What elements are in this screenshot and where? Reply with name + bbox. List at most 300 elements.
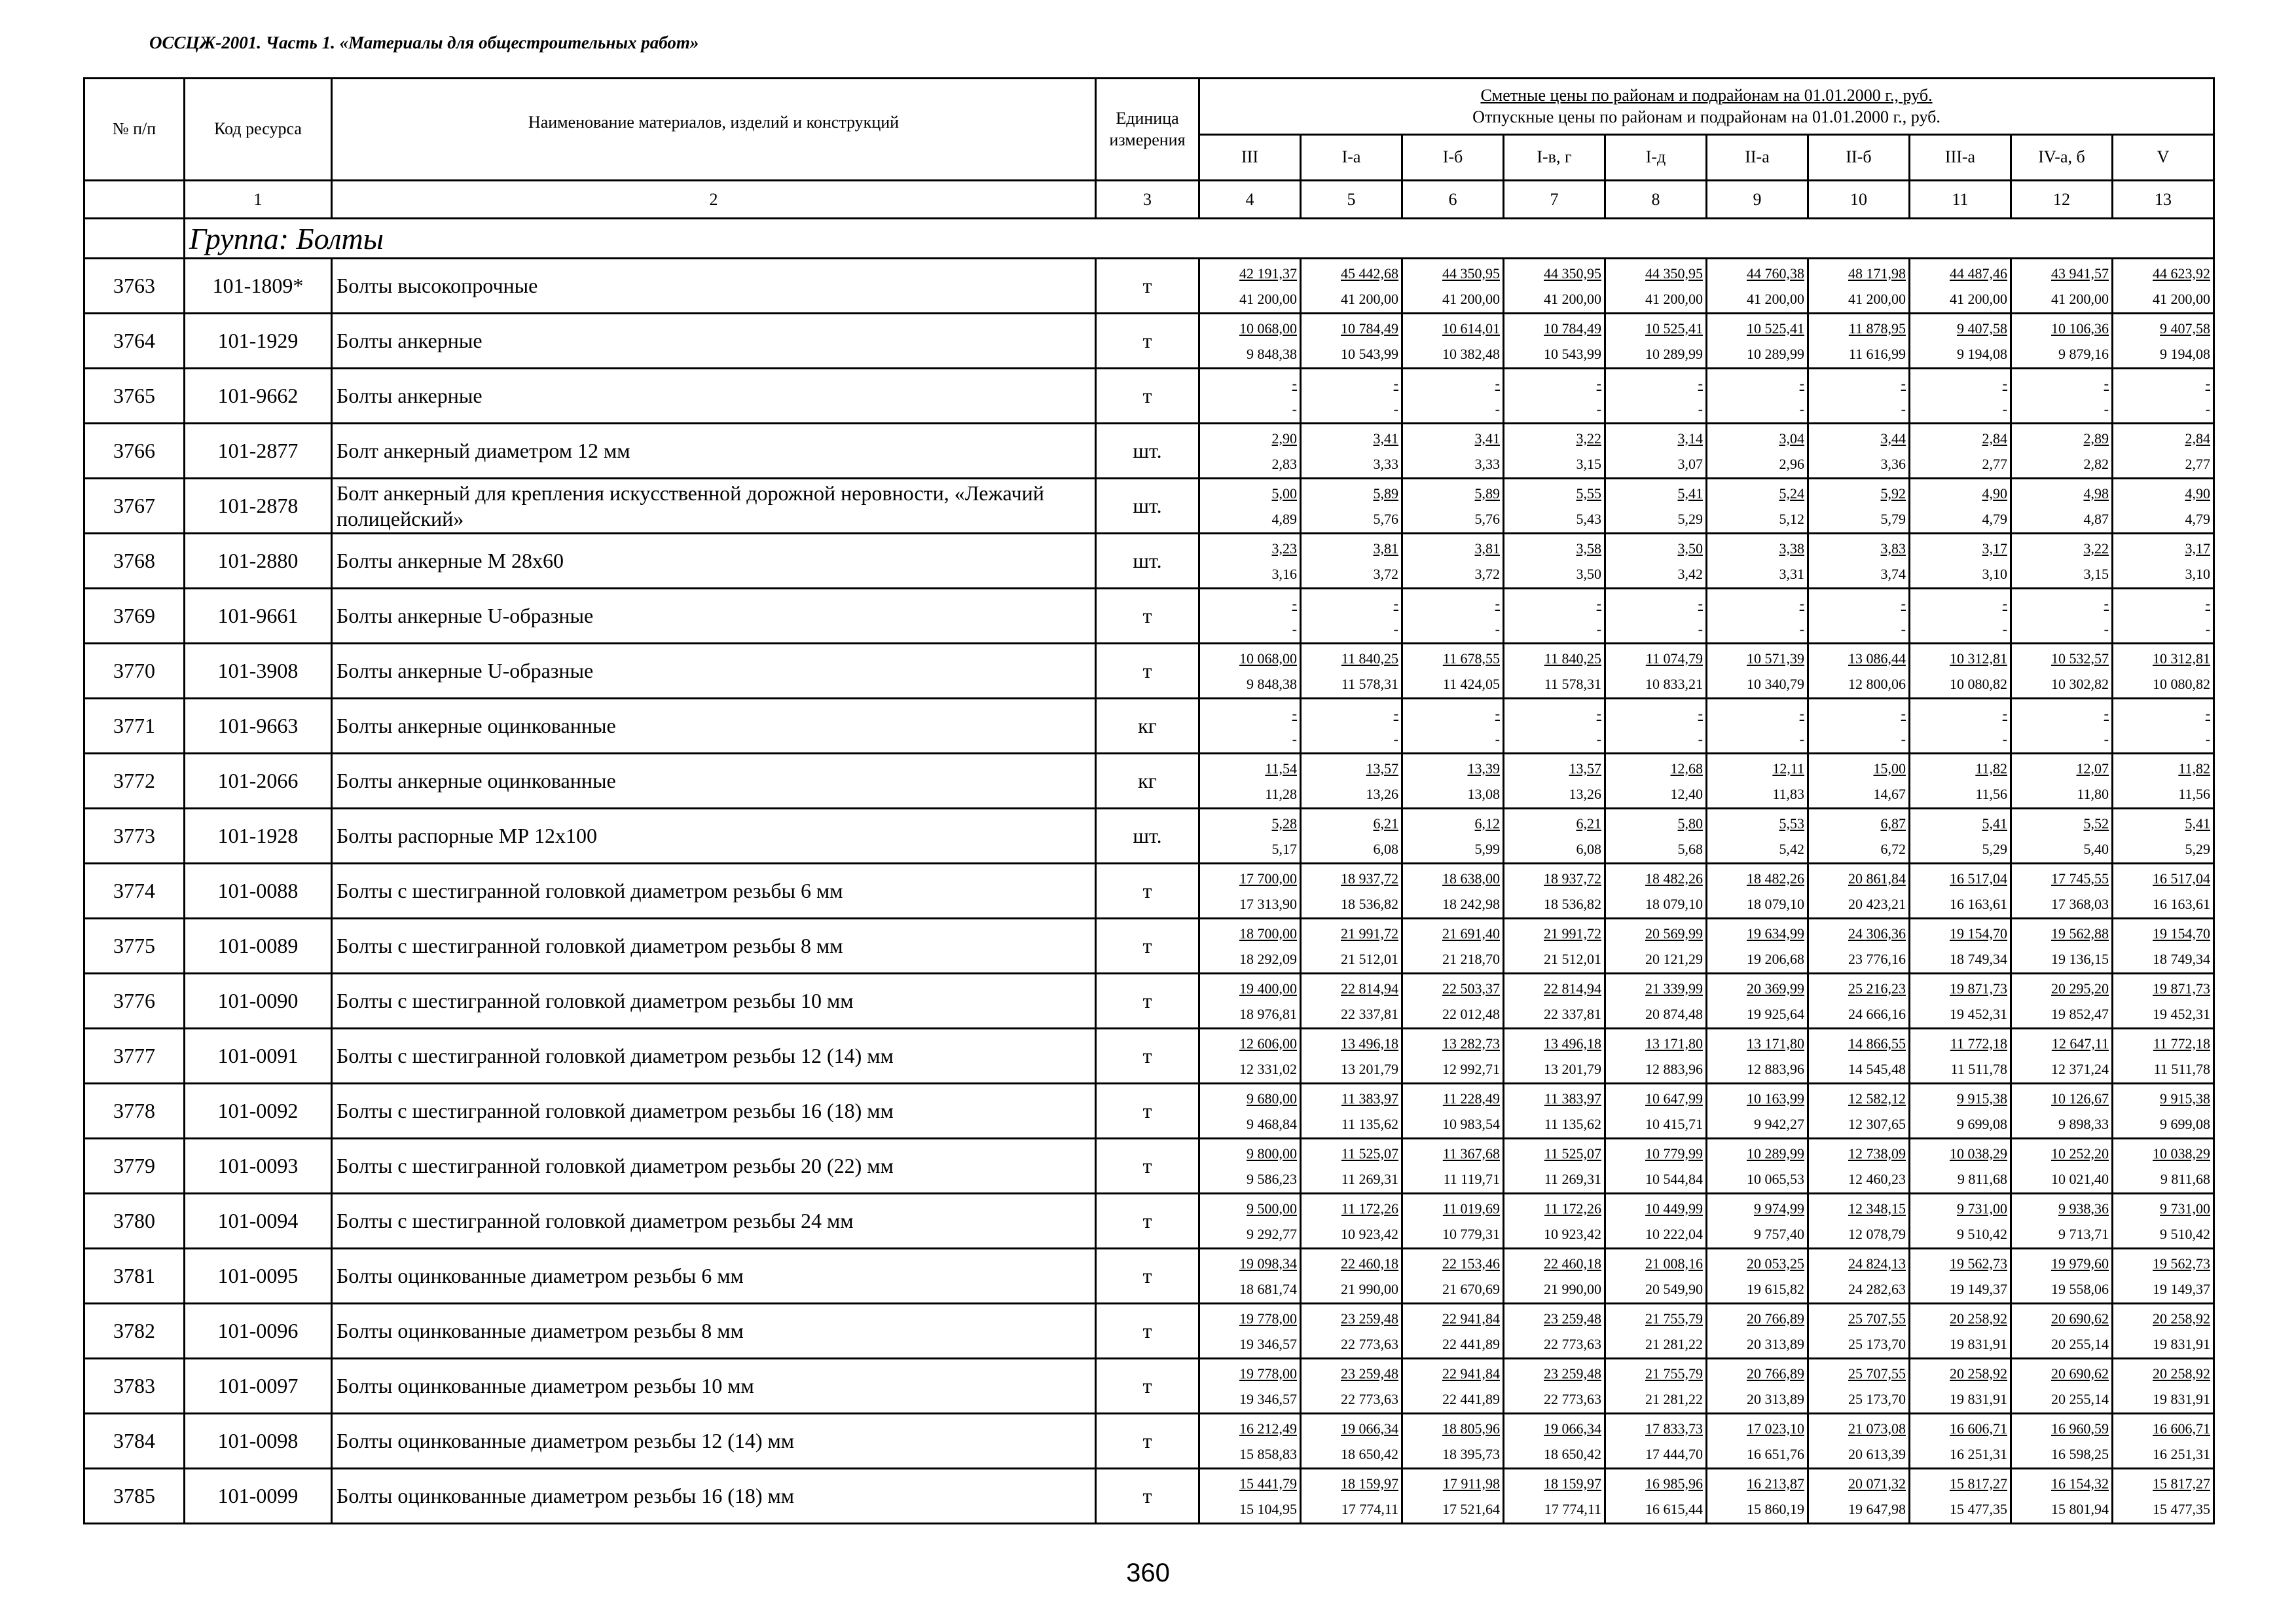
release-price: 11 616,99 (1848, 345, 1906, 362)
release-price: 2,83 (1271, 455, 1297, 472)
estimate-price: 18 482,26 (1645, 870, 1703, 887)
estimate-price: 11 367,68 (1442, 1145, 1500, 1162)
estimate-price: 5,92 (1880, 485, 1906, 502)
price-cell (2113, 1029, 2214, 1084)
price-cell (1199, 369, 1301, 424)
estimate-price: 23 259,48 (1341, 1310, 1398, 1327)
header-num: № п/п (84, 79, 185, 181)
estimate-price: 20 766,89 (1747, 1310, 1804, 1327)
release-price: 17 774,11 (1341, 1500, 1398, 1517)
release-price: - (2002, 400, 2007, 417)
unit-of-measure: т (1096, 1249, 1199, 1304)
estimate-price: - (2002, 375, 2007, 392)
estimate-price: - (2104, 595, 2109, 612)
estimate-price: 4,98 (2083, 485, 2109, 502)
price-cell (1402, 754, 1504, 809)
estimate-price: 12,68 (1670, 760, 1703, 777)
estimate-price: - (1495, 375, 1500, 392)
price-cell (1605, 754, 1707, 809)
release-price: 3,10 (1982, 565, 2007, 582)
release-price: - (1698, 400, 1703, 417)
material-name: Болты распорные МР 12х100 (332, 809, 1096, 864)
estimate-price: 9 500,00 (1247, 1200, 1297, 1217)
release-price: 19 615,82 (1747, 1280, 1804, 1297)
estimate-price: 11 840,25 (1341, 650, 1398, 667)
estimate-price: 3,83 (1880, 540, 1906, 557)
document-title: ОССЦЖ-2001. Часть 1. «Материалы для общестроительных работ» (149, 33, 699, 52)
unit-of-measure: т (1096, 1194, 1199, 1249)
release-price: - (1799, 620, 1804, 637)
material-name: Болты анкерные (332, 314, 1096, 369)
release-price: 21 218,70 (1442, 950, 1500, 967)
estimate-price: 10 038,29 (2153, 1145, 2211, 1162)
price-cell (1301, 314, 1402, 369)
column-number: 9 (1707, 181, 1808, 219)
material-name: Болты с шестигранной головкой диаметром резьбы 12 (14) мм (332, 1029, 1096, 1084)
release-price: 12 883,96 (1645, 1060, 1703, 1077)
estimate-price: - (1292, 705, 1297, 722)
estimate-price: 42 191,37 (1239, 265, 1297, 282)
estimate-price: 11 525,07 (1544, 1145, 1601, 1162)
price-cell (1402, 1249, 1504, 1304)
price-cell (2113, 1084, 2214, 1139)
release-price: 5,99 (1474, 840, 1500, 857)
estimate-price: 16 985,96 (1645, 1475, 1703, 1492)
release-price: 18 292,09 (1239, 950, 1297, 967)
column-number: 2 (332, 181, 1096, 219)
estimate-price: 20 258,92 (1950, 1365, 2007, 1382)
estimate-price: 22 153,46 (1442, 1255, 1500, 1272)
price-cell (1605, 974, 1707, 1029)
release-price: 11 578,31 (1544, 675, 1601, 692)
unit-of-measure: т (1096, 1304, 1199, 1359)
region-header: II-а (1707, 135, 1808, 181)
row-number: 3783 (84, 1359, 185, 1414)
estimate-price: 44 350,95 (1442, 265, 1500, 282)
estimate-price: 10 289,99 (1747, 1145, 1804, 1162)
price-cell (1707, 424, 1808, 479)
release-price: 3,15 (2083, 565, 2109, 582)
release-price: 6,72 (1880, 840, 1906, 857)
estimate-price: 3,22 (1576, 430, 1601, 447)
price-cell (2113, 424, 2214, 479)
row-number: 3774 (84, 864, 185, 919)
estimate-price: 19 871,73 (2153, 980, 2211, 997)
release-price: 17 774,11 (1544, 1500, 1601, 1517)
release-price: 5,42 (1779, 840, 1804, 857)
estimate-price: - (2002, 595, 2007, 612)
release-price: 41 200,00 (1239, 290, 1297, 307)
estimate-price: 21 073,08 (1848, 1420, 1906, 1437)
estimate-price: 20 295,20 (2051, 980, 2109, 997)
release-price: 17 313,90 (1239, 895, 1297, 912)
region-header: III (1199, 135, 1301, 181)
price-cell (1605, 589, 1707, 644)
material-name: Болты анкерные U-образные (332, 644, 1096, 699)
price-cell (2011, 1414, 2113, 1469)
price-cell (1402, 259, 1504, 314)
price-cell (1910, 1359, 2011, 1414)
price-cell (1402, 1139, 1504, 1194)
release-price: - (1596, 400, 1601, 417)
price-cell (2113, 974, 2214, 1029)
release-price: 11 511,78 (2153, 1060, 2211, 1077)
table-row (84, 369, 2214, 424)
price-cell (2011, 754, 2113, 809)
release-price: 9 811,68 (2160, 1170, 2211, 1187)
release-price: 19 346,57 (1239, 1390, 1297, 1407)
price-cell (1301, 864, 1402, 919)
estimate-price: 10 784,49 (1544, 320, 1601, 337)
table-row (84, 1414, 2214, 1469)
price-cell (1808, 974, 1910, 1029)
estimate-price: - (1393, 375, 1398, 392)
estimate-price: 11,82 (1975, 760, 2007, 777)
price-cell (1504, 1194, 1605, 1249)
release-price: 3,33 (1474, 455, 1500, 472)
price-cell (1199, 1414, 1301, 1469)
release-price: 15 477,35 (1950, 1500, 2007, 1517)
estimate-price: 11 019,69 (1442, 1200, 1500, 1217)
price-cell (2011, 314, 2113, 369)
release-price: 19 149,37 (2153, 1280, 2211, 1297)
release-price: 19 831,91 (1950, 1390, 2007, 1407)
release-price: 10 923,42 (1544, 1225, 1601, 1242)
estimate-price: 10 038,29 (1950, 1145, 2007, 1162)
estimate-price: 18 638,00 (1442, 870, 1500, 887)
estimate-price: 5,00 (1271, 485, 1297, 502)
price-cell (1199, 974, 1301, 1029)
estimate-price: 9 938,36 (2058, 1200, 2109, 1217)
price-cell (1301, 589, 1402, 644)
estimate-price: 20 690,62 (2051, 1365, 2109, 1382)
price-cell (1707, 1084, 1808, 1139)
release-price: 5,12 (1779, 510, 1804, 527)
unit-of-measure: т (1096, 1469, 1199, 1524)
release-price: 21 281,22 (1645, 1390, 1703, 1407)
price-cell (2011, 1029, 2113, 1084)
release-price: 9 510,42 (2160, 1225, 2211, 1242)
release-price: 18 536,82 (1544, 895, 1601, 912)
release-price: 3,10 (2185, 565, 2211, 582)
price-cell (1707, 1139, 1808, 1194)
estimate-price: 20 369,99 (1747, 980, 1804, 997)
estimate-price: 9 800,00 (1247, 1145, 1297, 1162)
price-cell (1504, 369, 1605, 424)
estimate-price: 6,21 (1576, 815, 1601, 832)
unit-of-measure: шт. (1096, 809, 1199, 864)
material-name: Болт анкерный для крепления искусственной дорожной неровности, «Лежачий полицейский» (332, 479, 1096, 534)
release-price: 19 647,98 (1848, 1500, 1906, 1517)
estimate-price: 13,57 (1569, 760, 1601, 777)
estimate-price: 11 228,49 (1442, 1090, 1500, 1107)
price-cell (2113, 644, 2214, 699)
price-cell (1605, 919, 1707, 974)
release-price: 3,07 (1677, 455, 1703, 472)
price-cell (2113, 1249, 2214, 1304)
estimate-price: 19 154,70 (1950, 925, 2007, 942)
price-cell (1199, 314, 1301, 369)
estimate-price: 16 212,49 (1239, 1420, 1297, 1437)
estimate-price: 10 647,99 (1645, 1090, 1703, 1107)
release-price: 21 512,01 (1341, 950, 1398, 967)
estimate-price: 19 154,70 (2153, 925, 2211, 942)
release-price: - (1495, 730, 1500, 747)
estimate-price: 13 086,44 (1848, 650, 1906, 667)
estimate-price: 19 979,60 (2051, 1255, 2109, 1272)
price-cell (1402, 424, 1504, 479)
resource-code: 101-1809* (185, 259, 332, 314)
estimate-price: 19 098,34 (1239, 1255, 1297, 1272)
estimate-price: 10 449,99 (1645, 1200, 1703, 1217)
release-price: 24 666,16 (1848, 1005, 1906, 1022)
resource-code: 101-0097 (185, 1359, 332, 1414)
price-cell (1402, 699, 1504, 754)
estimate-price: 22 814,94 (1341, 980, 1398, 997)
release-price: 23 776,16 (1848, 950, 1906, 967)
estimate-price: 25 216,23 (1848, 980, 1906, 997)
price-cell (1808, 1029, 1910, 1084)
resource-code: 101-1928 (185, 809, 332, 864)
estimate-price: 13 496,18 (1341, 1035, 1398, 1052)
estimate-price: 19 562,73 (1950, 1255, 2007, 1272)
release-price: - (1292, 400, 1297, 417)
price-cell (1504, 699, 1605, 754)
release-price: 3,31 (1779, 565, 1804, 582)
price-cell (1301, 534, 1402, 589)
release-price: 2,77 (1982, 455, 2007, 472)
estimate-price: 5,53 (1779, 815, 1804, 832)
estimate-price: 13,57 (1366, 760, 1398, 777)
price-cell (1504, 754, 1605, 809)
estimate-price: - (1901, 595, 1906, 612)
price-cell (1605, 369, 1707, 424)
release-price: 9 510,42 (1957, 1225, 2007, 1242)
release-price: 3,42 (1677, 565, 1703, 582)
release-price: - (2002, 730, 2007, 747)
estimate-price: 21 755,79 (1645, 1310, 1703, 1327)
release-price: - (2205, 730, 2211, 747)
table-row (84, 1469, 2214, 1524)
price-cell (1605, 1029, 1707, 1084)
release-price: 12 371,24 (2051, 1060, 2109, 1077)
estimate-price: 3,50 (1677, 540, 1703, 557)
row-number: 3779 (84, 1139, 185, 1194)
estimate-price: - (2205, 705, 2211, 722)
price-cell (1707, 589, 1808, 644)
region-header: I-в, г (1504, 135, 1605, 181)
release-price: 22 441,89 (1442, 1335, 1500, 1352)
price-cell (1504, 1414, 1605, 1469)
estimate-price: - (1292, 375, 1297, 392)
release-price: 12 992,71 (1442, 1060, 1500, 1077)
price-cell (1910, 809, 2011, 864)
release-price: 2,82 (2083, 455, 2109, 472)
price-cell (1199, 1469, 1301, 1524)
price-cell (1504, 974, 1605, 1029)
price-cell (1707, 1414, 1808, 1469)
estimate-price: 22 814,94 (1544, 980, 1601, 997)
price-cell (1808, 479, 1910, 534)
release-price: 18 650,42 (1544, 1445, 1601, 1462)
price-cell (1301, 424, 1402, 479)
release-price: 5,40 (2083, 840, 2109, 857)
price-cell (1199, 809, 1301, 864)
price-cell (1301, 1469, 1402, 1524)
estimate-price: 18 805,96 (1442, 1420, 1500, 1437)
price-cell (1402, 1469, 1504, 1524)
column-number: 13 (2113, 181, 2214, 219)
estimate-price: 17 745,55 (2051, 870, 2109, 887)
unit-of-measure: шт. (1096, 479, 1199, 534)
estimate-price: 3,58 (1576, 540, 1601, 557)
price-cell (2011, 1139, 2113, 1194)
release-price: 11,56 (2178, 785, 2211, 802)
release-price: 11 269,31 (1341, 1170, 1398, 1187)
estimate-price: 5,24 (1779, 485, 1804, 502)
release-price: 12 331,02 (1239, 1060, 1297, 1077)
estimate-price: 3,41 (1373, 430, 1398, 447)
release-price: 5,29 (1982, 840, 2007, 857)
estimate-price: 16 517,04 (1950, 870, 2007, 887)
material-name: Болты оцинкованные диаметром резьбы 6 мм (332, 1249, 1096, 1304)
region-header: II-б (1808, 135, 1910, 181)
price-cell (2011, 974, 2113, 1029)
release-price: 19 831,91 (2153, 1335, 2211, 1352)
release-price: 19 558,06 (2051, 1280, 2109, 1297)
unit-of-measure: т (1096, 1084, 1199, 1139)
release-price: 10 080,82 (1950, 675, 2007, 692)
table-row (84, 1359, 2214, 1414)
price-cell (1808, 754, 1910, 809)
estimate-price: - (1596, 595, 1601, 612)
estimate-price: 11 772,18 (1950, 1035, 2007, 1052)
price-cell (1199, 1304, 1301, 1359)
price-cell (1707, 864, 1808, 919)
estimate-price: 11 840,25 (1544, 650, 1601, 667)
unit-of-measure: т (1096, 259, 1199, 314)
material-name: Болты оцинкованные диаметром резьбы 12 (14) мм (332, 1414, 1096, 1469)
price-cell (1402, 974, 1504, 1029)
row-number: 3782 (84, 1304, 185, 1359)
release-price: 16 163,61 (1950, 895, 2007, 912)
release-price: 17 521,64 (1442, 1500, 1500, 1517)
estimate-price: 20 071,32 (1848, 1475, 1906, 1492)
release-price: 13,26 (1366, 785, 1398, 802)
estimate-price: 3,22 (2083, 540, 2109, 557)
price-cell (1504, 1084, 1605, 1139)
estimate-price: 9 407,58 (2160, 320, 2211, 337)
estimate-price: 4,90 (2185, 485, 2211, 502)
price-cell (1402, 479, 1504, 534)
estimate-price: 13 282,73 (1442, 1035, 1500, 1052)
release-price: 10 222,04 (1645, 1225, 1703, 1242)
price-cell (2011, 1359, 2113, 1414)
resource-code: 101-0096 (185, 1304, 332, 1359)
price-cell (1910, 754, 2011, 809)
price-cell (1504, 424, 1605, 479)
price-cell (1504, 1359, 1605, 1414)
release-price: - (2205, 400, 2211, 417)
estimate-price: 10 779,99 (1645, 1145, 1703, 1162)
estimate-price: 23 259,48 (1341, 1365, 1398, 1382)
price-cell (1808, 534, 1910, 589)
row-number: 3767 (84, 479, 185, 534)
price-cell (1605, 1304, 1707, 1359)
price-cell (1402, 919, 1504, 974)
price-cell (1402, 1084, 1504, 1139)
release-price: 5,79 (1880, 510, 1906, 527)
unit-of-measure: т (1096, 589, 1199, 644)
estimate-price: 10 312,81 (2153, 650, 2211, 667)
price-cell (1808, 314, 1910, 369)
header-row (84, 79, 2214, 135)
price-cell (1199, 1029, 1301, 1084)
group-row (84, 219, 2214, 259)
row-number: 3769 (84, 589, 185, 644)
release-price: 18 976,81 (1239, 1005, 1297, 1022)
price-cell (1808, 1194, 1910, 1249)
row-number: 3763 (84, 259, 185, 314)
estimate-price: 9 731,00 (1957, 1200, 2007, 1217)
resource-code: 101-9661 (185, 589, 332, 644)
estimate-price: 13,39 (1467, 760, 1500, 777)
price-cell (1808, 1469, 1910, 1524)
price-cell (1808, 1084, 1910, 1139)
price-cell (1301, 974, 1402, 1029)
release-price: 19 452,31 (2153, 1005, 2211, 1022)
release-price: 16 598,25 (2051, 1445, 2109, 1462)
estimate-price: 5,41 (1982, 815, 2007, 832)
row-number: 3776 (84, 974, 185, 1029)
estimate-price: 17 911,98 (1442, 1475, 1500, 1492)
release-price: 24 282,63 (1848, 1280, 1906, 1297)
release-price: 13,26 (1569, 785, 1601, 802)
estimate-price: 11 678,55 (1442, 650, 1500, 667)
price-cell (1910, 699, 2011, 754)
resource-code: 101-2877 (185, 424, 332, 479)
resource-code: 101-0090 (185, 974, 332, 1029)
estimate-price: 14 866,55 (1848, 1035, 1906, 1052)
release-price: 5,43 (1576, 510, 1601, 527)
estimate-price: 45 442,68 (1341, 265, 1398, 282)
release-price: 9 699,08 (2160, 1115, 2211, 1132)
release-price: 12 307,65 (1848, 1115, 1906, 1132)
estimate-price: 18 159,97 (1544, 1475, 1601, 1492)
price-cell (1707, 259, 1808, 314)
estimate-price: - (1901, 705, 1906, 722)
material-name: Болты оцинкованные диаметром резьбы 10 мм (332, 1359, 1096, 1414)
release-price: - (1596, 620, 1601, 637)
release-price: 5,68 (1677, 840, 1703, 857)
unit-of-measure: т (1096, 369, 1199, 424)
estimate-price: 17 023,10 (1747, 1420, 1804, 1437)
estimate-price: 21 755,79 (1645, 1365, 1703, 1382)
release-price: 20 613,39 (1848, 1445, 1906, 1462)
estimate-price: 10 106,36 (2051, 320, 2109, 337)
table-row (84, 699, 2214, 754)
release-price: 2,77 (2185, 455, 2211, 472)
estimate-price: 24 306,36 (1848, 925, 1906, 942)
price-cell (2011, 589, 2113, 644)
release-price: 6,08 (1373, 840, 1398, 857)
estimate-price: 3,81 (1474, 540, 1500, 557)
price-cell (1605, 259, 1707, 314)
unit-of-measure: т (1096, 864, 1199, 919)
estimate-price: 6,87 (1880, 815, 1906, 832)
release-price: 10 833,21 (1645, 675, 1703, 692)
release-price: - (1596, 730, 1601, 747)
